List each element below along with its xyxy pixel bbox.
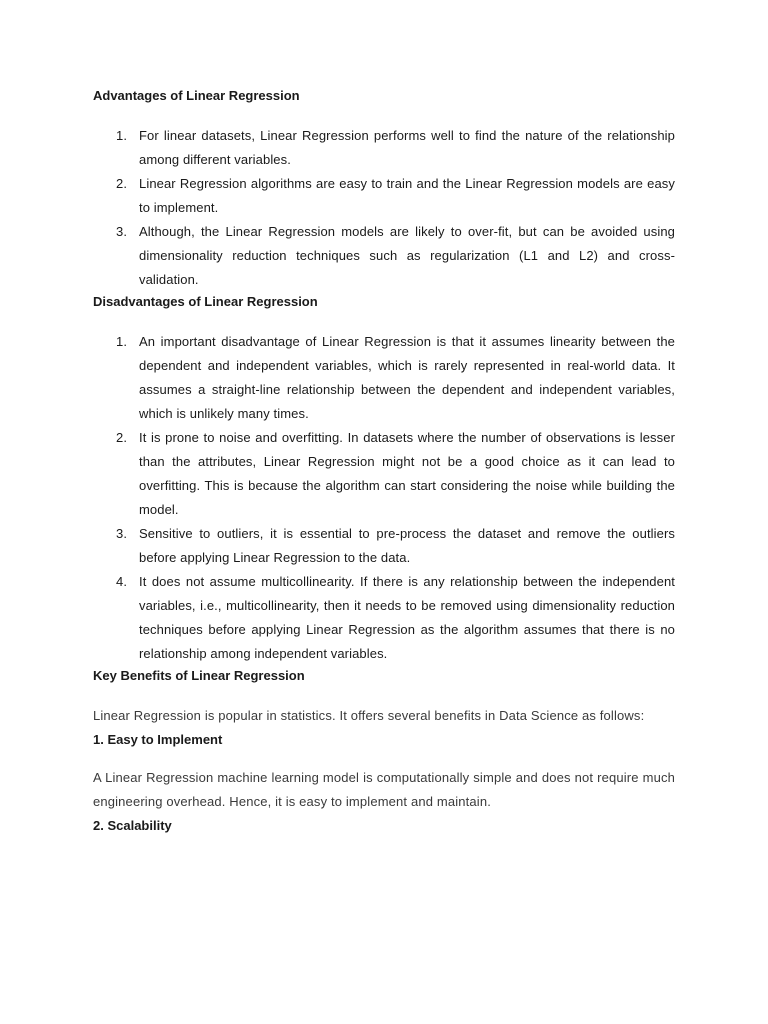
- list-item-text: Sensitive to outliers, it is essential to pre-process the dataset and remove the outliers before applying Linear Regression to the data.: [139, 526, 675, 565]
- easy-to-implement-text: A Linear Regression machine learning model is computationally simple and does not require much engineering overhead. Hence, it is easy to implement and maintain.: [93, 770, 675, 809]
- list-item: [93, 426, 675, 522]
- list-item-number: 1.: [116, 128, 128, 143]
- list-item-text: It does not assume multicollinearity. If there is any relationship between the independent variables, i.e., multicollinearity, then it needs to be removed using dimensionality reduction techniques before applying Linear Regression as the algorithm assumes that there is no relationship among independent variables.: [139, 574, 675, 661]
- list-item: [93, 570, 675, 666]
- list-item-text: Although, the Linear Regression models are likely to over-fit, but can be avoided using dimensionality reduction techniques such as regularization (L1 and L2) and cross-validation.: [139, 224, 675, 287]
- list-item: [93, 522, 675, 570]
- easy-to-implement-heading: 1. Easy to Implement: [93, 732, 223, 747]
- list-item-number: 2.: [116, 430, 128, 445]
- list-item: [93, 330, 675, 426]
- document-page: [93, 86, 675, 852]
- key-benefits-heading: Key Benefits of Linear Regression: [93, 668, 305, 683]
- list-item-number: 2.: [116, 176, 128, 191]
- list-item: [93, 220, 675, 292]
- list-item-text: Linear Regression algorithms are easy to train and the Linear Regression models are easy to implement.: [139, 176, 675, 215]
- advantages-list: [93, 124, 675, 292]
- list-item-number: 3.: [116, 526, 128, 541]
- disadvantages-heading: Disadvantages of Linear Regression: [93, 294, 318, 309]
- list-item-number: 1.: [116, 334, 128, 349]
- list-item: [93, 172, 675, 220]
- list-item-number: 3.: [116, 224, 128, 239]
- list-item-text: An important disadvantage of Linear Regression is that it assumes linearity between the dependent and independent variables, which is rarely represented in real-world data. It assumes a straight-line relationship between the dependent and independent variables, which is unlikely many times.: [139, 334, 675, 421]
- list-item: [93, 124, 675, 172]
- list-item-text: It is prone to noise and overfitting. In datasets where the number of observations is lesser than the attributes, Linear Regression might not be a good choice as it can lead to overfitting. This is because the algorithm can start considering the noise while building the model.: [139, 430, 675, 517]
- advantages-heading: Advantages of Linear Regression: [93, 88, 300, 103]
- scalability-heading: 2. Scalability: [93, 818, 172, 833]
- key-benefits-intro: Linear Regression is popular in statistics. It offers several benefits in Data Science as follows:: [93, 708, 645, 723]
- disadvantages-list: [93, 330, 675, 666]
- list-item-text: For linear datasets, Linear Regression performs well to find the nature of the relationship among different variables.: [139, 128, 675, 167]
- list-item-number: 4.: [116, 574, 128, 589]
